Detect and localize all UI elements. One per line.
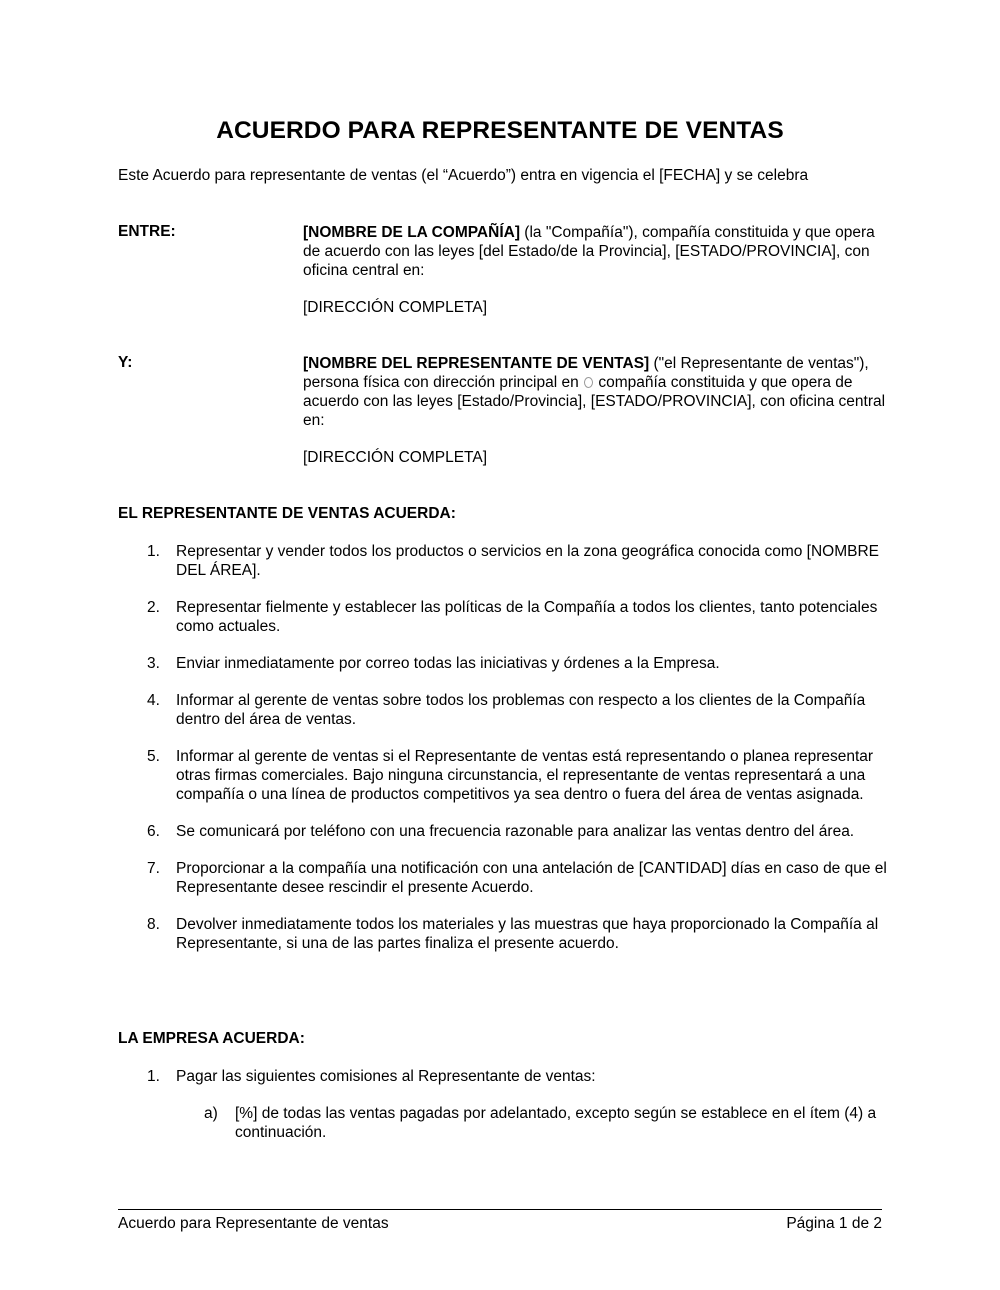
- section-heading-representative-agrees: EL REPRESENTANTE DE VENTAS ACUERDA:: [118, 505, 456, 522]
- list-item-number: 4.: [147, 692, 160, 709]
- representative-description-text-2: compañía constituida y que opera de acuerdo con las leyes [Estado/Provincia], [ESTADO/PROVINCIA], con oficina central en:: [303, 374, 886, 429]
- party-representative-body: [303, 354, 893, 467]
- list-item: [118, 747, 888, 804]
- list-item: [118, 915, 888, 953]
- list-item: [118, 691, 888, 729]
- commission-sublist: [118, 1104, 888, 1142]
- party-company-label: ENTRE:: [118, 223, 176, 240]
- footer-divider: [118, 1209, 882, 1210]
- intro-paragraph: Este Acuerdo para representante de ventas (el “Acuerdo”) entra en vigencia el [FECHA] y se celebra: [118, 167, 809, 184]
- representative-description-text-1: ("el Representante de ventas"), persona física con dirección principal en: [303, 355, 869, 391]
- party-representative-label: Y:: [118, 354, 133, 371]
- company-description-text: (la "Compañía"), compañía constituida y que opera de acuerdo con las leyes [del Estado/de la Provincia], [ESTADO/PROVINCIA], con oficina central en:: [303, 224, 875, 279]
- section-heading-company-agrees: LA EMPRESA ACUERDA:: [118, 1030, 305, 1047]
- list-item-text: Representar y vender todos los productos o servicios en la zona geográfica conocida como [NOMBRE DEL ÁREA].: [176, 543, 880, 579]
- list-item-number: 1.: [147, 1068, 160, 1085]
- list-item-text: Proporcionar a la compañía una notificación con una antelación de [CANTIDAD] días en caso de que el Representante desee rescindir el presente Acuerdo.: [176, 860, 887, 896]
- footer-page-number: Página 1 de 2: [786, 1215, 882, 1232]
- list-item: [118, 654, 888, 673]
- sublist-item: [118, 1104, 888, 1142]
- list-item-number: 2.: [147, 599, 160, 616]
- list-item-text: Informar al gerente de ventas sobre todos los problemas con respecto a los clientes de la Compañía dentro del área de ventas.: [176, 692, 866, 728]
- list-item-text: Enviar inmediatamente por correo todas las iniciativas y órdenes a la Empresa.: [176, 655, 720, 672]
- list-item: [118, 542, 888, 580]
- list-item-text: Se comunicará por teléfono con una frecuencia razonable para analizar las ventas dentro del área.: [176, 823, 855, 840]
- list-item-number: 1.: [147, 543, 160, 560]
- document-title: ACUERDO PARA REPRESENTANTE DE VENTAS: [216, 117, 784, 144]
- company-obligations-list: [118, 1067, 888, 1104]
- sublist-item-letter: a): [204, 1105, 218, 1122]
- list-item-number: 7.: [147, 860, 160, 877]
- representative-address-placeholder: [DIRECCIÓN COMPLETA]: [303, 449, 488, 466]
- list-item-text: Informar al gerente de ventas si el Representante de ventas está representando o planea representar otras firmas comerciales. Bajo ninguna circunstancia, el representante de ventas representará a una compañía o una línea de productos competitivos ya sea dentro o fuera del área de ventas asignada.: [176, 748, 874, 803]
- representative-obligations-list: [118, 542, 888, 971]
- list-item-number: 5.: [147, 748, 160, 765]
- list-item-text: Representar fielmente y establecer las políticas de la Compañía a todos los clientes, tanto potenciales como actuales.: [176, 599, 878, 635]
- list-item-number: 8.: [147, 916, 160, 933]
- company-address-placeholder: [DIRECCIÓN COMPLETA]: [303, 299, 488, 316]
- party-representative-description: [303, 354, 893, 430]
- party-company-body: [303, 223, 893, 317]
- list-item: [118, 859, 888, 897]
- list-item: [118, 1067, 888, 1086]
- company-name-placeholder: [NOMBRE DE LA COMPAÑÍA]: [303, 224, 520, 241]
- footer-document-name: Acuerdo para Representante de ventas: [118, 1215, 389, 1232]
- representative-name-placeholder: [NOMBRE DEL REPRESENTANTE DE VENTAS]: [303, 355, 650, 372]
- circle-option-icon[interactable]: [584, 377, 593, 388]
- list-item: [118, 598, 888, 636]
- list-item-number: 6.: [147, 823, 160, 840]
- list-item-text: Pagar las siguientes comisiones al Representante de ventas:: [176, 1068, 596, 1085]
- party-company-description: [303, 223, 893, 280]
- list-item-text: Devolver inmediatamente todos los materiales y las muestras que haya proporcionado la Compañía al Representante, si una de las partes finaliza el presente acuerdo.: [176, 916, 879, 952]
- list-item-number: 3.: [147, 655, 160, 672]
- list-item: [118, 822, 888, 841]
- sublist-item-text: [%] de todas las ventas pagadas por adelantado, excepto según se establece en el ítem (4) a continuación.: [235, 1105, 877, 1141]
